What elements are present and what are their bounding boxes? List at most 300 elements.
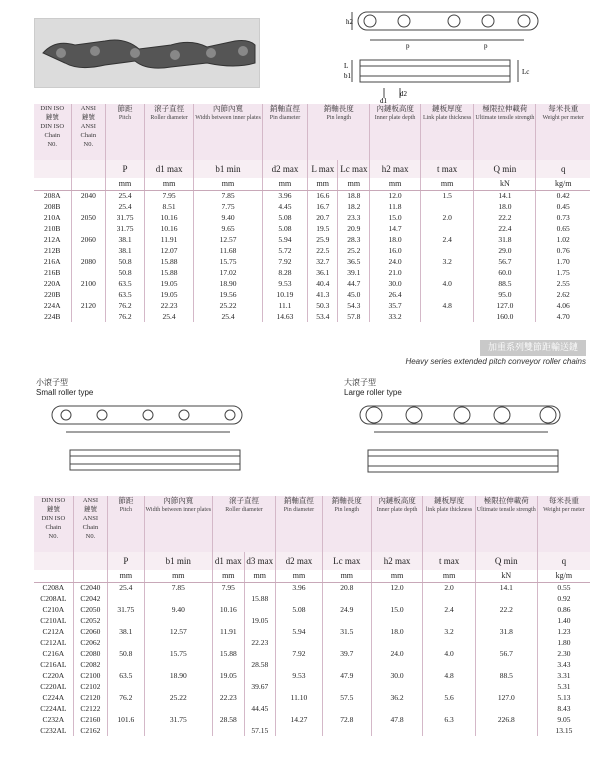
- value-cell: 7.95: [213, 582, 244, 593]
- value-cell: 19.5: [308, 223, 338, 234]
- value-cell: [244, 604, 275, 615]
- col-header: [262, 104, 307, 160]
- value-cell: 4.70: [536, 311, 590, 322]
- col-header-en: Pin diameter: [269, 115, 301, 121]
- col-header-cn: 銷軸長度: [323, 104, 354, 113]
- value-cell: [475, 725, 537, 736]
- table-row: [34, 659, 590, 670]
- value-cell: 3.31: [537, 670, 590, 681]
- symbol-cell: d1 max: [213, 552, 244, 570]
- value-cell: 15.75: [144, 648, 213, 659]
- value-cell: [108, 637, 144, 648]
- value-cell: 0.92: [537, 593, 590, 604]
- value-cell: 101.6: [108, 714, 144, 725]
- col-header-en: Pitch: [118, 115, 132, 121]
- col-header-en: Roller diameter: [150, 115, 188, 121]
- unit-cell: mm: [213, 570, 244, 582]
- value-cell: 12.07: [144, 245, 193, 256]
- value-cell: 16.0: [370, 245, 421, 256]
- value-cell: 18.2: [338, 201, 370, 212]
- table-row: [34, 267, 590, 278]
- chain-no-cell: 212A: [43, 235, 61, 244]
- value-cell: [244, 670, 275, 681]
- value-cell: 20.7: [308, 212, 338, 223]
- small-roller-diagram: [36, 398, 266, 490]
- value-cell: 11.68: [194, 245, 263, 256]
- value-cell: 15.0: [371, 604, 423, 615]
- table-row: [34, 725, 590, 736]
- value-cell: 12.57: [194, 234, 263, 245]
- value-cell: 18.0: [371, 626, 423, 637]
- unit-cell: mm: [370, 178, 421, 190]
- col-header-cn: 極限拉伸載荷: [483, 496, 529, 505]
- value-cell: 26.4: [370, 289, 421, 300]
- ansi-no-cell: [71, 201, 106, 212]
- value-cell: [275, 681, 322, 692]
- blank-cell: [34, 178, 71, 190]
- value-cell: 57.5: [322, 692, 371, 703]
- chain-no-cell: 210B: [44, 224, 61, 233]
- value-cell: [322, 703, 371, 714]
- value-cell: [244, 714, 275, 725]
- value-cell: [420, 245, 474, 256]
- value-cell: 56.7: [474, 256, 536, 267]
- table-row: [34, 190, 590, 201]
- blank-cell: [34, 160, 71, 178]
- table-row: [34, 256, 590, 267]
- value-cell: 19.05: [144, 289, 193, 300]
- ansi-header: ANSI 鏈號 ANSI Chain N0.: [71, 104, 106, 160]
- unit-cell: mm: [423, 570, 475, 582]
- symbol-cell: q: [537, 552, 590, 570]
- chain-no-cell: C212A: [42, 627, 65, 636]
- symbol-cell: t max: [420, 160, 474, 178]
- value-cell: [108, 659, 144, 670]
- chain-image: [35, 19, 259, 87]
- symbol-cell: Lc max: [322, 552, 371, 570]
- L-label: L: [344, 62, 349, 70]
- value-cell: 60.0: [474, 267, 536, 278]
- value-cell: 0.86: [537, 604, 590, 615]
- col-header-en: Weight per meter: [542, 115, 584, 121]
- value-cell: 2.4: [423, 604, 475, 615]
- col-header-cn: 鏈板厚度: [432, 104, 463, 113]
- value-cell: [213, 593, 244, 604]
- value-cell: [420, 311, 474, 322]
- col-header-cn: 內節內寬: [213, 104, 244, 113]
- value-cell: 5.08: [275, 604, 322, 615]
- small-type-en: Small roller type: [36, 388, 94, 397]
- value-cell: 9.05: [537, 714, 590, 725]
- chain-top-diagram: [344, 4, 574, 104]
- value-cell: 36.1: [308, 267, 338, 278]
- value-cell: 2.0: [423, 582, 475, 593]
- value-cell: 18.8: [338, 190, 370, 201]
- ansi-no-cell: C2102: [73, 681, 108, 692]
- value-cell: 12.0: [370, 190, 421, 201]
- chain-no-cell: 216A: [43, 257, 61, 266]
- value-cell: 9.65: [194, 223, 263, 234]
- small-type-cn: 小滾子型: [36, 378, 68, 387]
- col-header-cn: 內鏈板高度: [378, 496, 416, 505]
- value-cell: [244, 692, 275, 703]
- col-header-cn: 銷軸長度: [331, 496, 362, 505]
- p-label-1: p: [406, 42, 410, 50]
- unit-cell: kg/m: [536, 178, 590, 190]
- value-cell: [108, 703, 144, 714]
- table-row: [34, 245, 590, 256]
- value-cell: [275, 659, 322, 670]
- blank-cell: [73, 552, 108, 570]
- symbol-cell: d3 max: [244, 552, 275, 570]
- value-cell: 17.02: [194, 267, 263, 278]
- unit-cell: mm: [108, 570, 144, 582]
- value-cell: [322, 725, 371, 736]
- col-header: [423, 496, 475, 552]
- value-cell: 50.8: [106, 267, 145, 278]
- value-cell: 15.0: [370, 212, 421, 223]
- value-cell: [322, 593, 371, 604]
- value-cell: [108, 681, 144, 692]
- value-cell: 3.2: [420, 256, 474, 267]
- symbol-cell: d2 max: [275, 552, 322, 570]
- value-cell: 24.0: [371, 648, 423, 659]
- large-type-cn: 大滾子型: [344, 378, 376, 387]
- spec-table-heavy: [34, 496, 590, 736]
- value-cell: 50.3: [308, 300, 338, 311]
- chain-photo: [34, 18, 260, 88]
- value-cell: 0.73: [536, 212, 590, 223]
- ansi-no-cell: 2040: [71, 190, 106, 201]
- col-header: [474, 104, 536, 160]
- ansi-no-cell: C2042: [73, 593, 108, 604]
- ansi-no-cell: C2162: [73, 725, 108, 736]
- chain-no-cell: 224A: [43, 301, 61, 310]
- value-cell: [420, 289, 474, 300]
- ansi-no-cell: [71, 267, 106, 278]
- unit-cell: mm: [308, 178, 338, 190]
- value-cell: 4.0: [423, 648, 475, 659]
- col-header-cn: 銷軸直徑: [269, 104, 300, 113]
- col-header-cn: 每米長重: [548, 496, 579, 505]
- value-cell: 76.2: [106, 311, 145, 322]
- value-cell: 12.57: [144, 626, 213, 637]
- ansi-no-cell: [71, 311, 106, 322]
- value-cell: 20.9: [338, 223, 370, 234]
- value-cell: [475, 681, 537, 692]
- value-cell: 19.05: [144, 278, 193, 289]
- value-cell: 5.31: [537, 681, 590, 692]
- value-cell: 1.40: [537, 615, 590, 626]
- col-header-en: Width between inner plates: [145, 507, 212, 513]
- unit-cell: mm: [371, 570, 423, 582]
- value-cell: [244, 648, 275, 659]
- col-header-en: Link plate thickness: [422, 115, 472, 121]
- value-cell: 23.3: [338, 212, 370, 223]
- Lc-label: Lc: [522, 68, 530, 76]
- col-header-cn: 鏈板厚度: [434, 496, 465, 505]
- value-cell: 11.10: [275, 692, 322, 703]
- value-cell: 7.85: [144, 582, 213, 593]
- value-cell: 28.3: [338, 234, 370, 245]
- value-cell: 0.76: [536, 245, 590, 256]
- value-cell: 50.8: [106, 256, 145, 267]
- col-header-cn: 銷軸直徑: [283, 496, 314, 505]
- col-header: [308, 104, 370, 160]
- chain-no-cell: C224AL: [40, 704, 67, 713]
- blank-cell: [71, 160, 106, 178]
- value-cell: 127.0: [475, 692, 537, 703]
- value-cell: [423, 637, 475, 648]
- value-cell: 25.4: [108, 582, 144, 593]
- col-header-en: Inner plate depth: [376, 507, 418, 513]
- value-cell: 2.0: [420, 212, 474, 223]
- table-row: [34, 201, 590, 212]
- col-header: [420, 104, 474, 160]
- value-cell: [144, 681, 213, 692]
- col-header: [144, 496, 213, 552]
- unit-cell: mm: [244, 570, 275, 582]
- unit-cell: kN: [475, 570, 537, 582]
- value-cell: 25.2: [338, 245, 370, 256]
- col-header: [371, 496, 423, 552]
- ansi-no-cell: [71, 245, 106, 256]
- value-cell: 88.5: [474, 278, 536, 289]
- table-row: [34, 670, 590, 681]
- value-cell: 36.2: [371, 692, 423, 703]
- value-cell: 10.16: [144, 223, 193, 234]
- value-cell: 4.06: [536, 300, 590, 311]
- symbol-cell: d2 max: [262, 160, 307, 178]
- value-cell: 22.5: [308, 245, 338, 256]
- value-cell: 3.43: [537, 659, 590, 670]
- symbol-cell: q: [536, 160, 590, 178]
- value-cell: 4.8: [420, 300, 474, 311]
- value-cell: [108, 593, 144, 604]
- value-cell: 7.92: [262, 256, 307, 267]
- table-row: [34, 593, 590, 604]
- value-cell: 22.23: [213, 692, 244, 703]
- value-cell: [423, 681, 475, 692]
- value-cell: 40.4: [308, 278, 338, 289]
- value-cell: 14.1: [474, 190, 536, 201]
- value-cell: 44.45: [244, 703, 275, 714]
- col-header-cn: 內節內寬: [163, 496, 194, 505]
- value-cell: [371, 593, 423, 604]
- value-cell: 0.65: [536, 223, 590, 234]
- value-cell: [213, 681, 244, 692]
- value-cell: 76.2: [108, 692, 144, 703]
- symbol-cell: b1 min: [194, 160, 263, 178]
- unit-cell: mm: [106, 178, 145, 190]
- unit-cell: mm: [144, 570, 213, 582]
- ansi-no-cell: C2120: [73, 692, 108, 703]
- value-cell: 7.75: [194, 201, 263, 212]
- value-cell: [371, 659, 423, 670]
- symbols-row: [34, 552, 590, 570]
- value-cell: 25.4: [144, 311, 193, 322]
- value-cell: 2.62: [536, 289, 590, 300]
- value-cell: 160.0: [474, 311, 536, 322]
- col-header-cn: 節距: [118, 496, 134, 505]
- value-cell: 3.96: [262, 190, 307, 201]
- symbol-cell: Q min: [474, 160, 536, 178]
- value-cell: 29.0: [474, 245, 536, 256]
- table-row: [34, 703, 590, 714]
- unit-cell: mm: [338, 178, 370, 190]
- value-cell: [322, 659, 371, 670]
- table-row: [34, 604, 590, 615]
- table-row: [34, 626, 590, 637]
- value-cell: [423, 725, 475, 736]
- col-header: [144, 104, 193, 160]
- value-cell: [244, 582, 275, 593]
- col-header: [322, 496, 371, 552]
- col-header: [370, 104, 421, 160]
- value-cell: 19.56: [194, 289, 263, 300]
- table-row: [34, 311, 590, 322]
- value-cell: [371, 615, 423, 626]
- value-cell: 28.58: [213, 714, 244, 725]
- col-header-en: Pitch: [119, 507, 133, 513]
- value-cell: 10.19: [262, 289, 307, 300]
- ansi-no-cell: C2160: [73, 714, 108, 725]
- value-cell: 11.91: [144, 234, 193, 245]
- value-cell: [108, 725, 144, 736]
- value-cell: 28.58: [244, 659, 275, 670]
- table-row: [34, 278, 590, 289]
- din-iso-header: DIN ISO 鏈號 DIN ISO Chain N0.: [34, 104, 71, 160]
- header-row: [34, 496, 590, 552]
- value-cell: 3.96: [275, 582, 322, 593]
- ansi-no-cell: C2122: [73, 703, 108, 714]
- value-cell: 18.0: [370, 234, 421, 245]
- value-cell: 7.95: [144, 190, 193, 201]
- value-cell: [423, 659, 475, 670]
- value-cell: [423, 593, 475, 604]
- value-cell: 33.2: [370, 311, 421, 322]
- header-row: [34, 104, 590, 160]
- value-cell: 5.08: [262, 223, 307, 234]
- value-cell: 25.9: [308, 234, 338, 245]
- value-cell: 15.75: [194, 256, 263, 267]
- value-cell: 0.42: [536, 190, 590, 201]
- value-cell: 24.0: [370, 256, 421, 267]
- value-cell: 39.7: [322, 648, 371, 659]
- value-cell: [371, 703, 423, 714]
- section-title-cn: 加重系列雙節距輸送鏈: [480, 340, 586, 356]
- value-cell: 19.05: [244, 615, 275, 626]
- value-cell: 16.6: [308, 190, 338, 201]
- value-cell: 5.13: [537, 692, 590, 703]
- ansi-header: ANSI 鏈號 ANSI Chain N0.: [73, 496, 108, 552]
- value-cell: [213, 615, 244, 626]
- unit-cell: mm: [262, 178, 307, 190]
- col-header-cn: 內鏈板高度: [376, 104, 414, 113]
- value-cell: 22.2: [475, 604, 537, 615]
- value-cell: 14.27: [275, 714, 322, 725]
- col-header-en: link plate thickness: [425, 507, 473, 513]
- value-cell: 6.3: [423, 714, 475, 725]
- value-cell: 1.80: [537, 637, 590, 648]
- value-cell: 31.75: [108, 604, 144, 615]
- symbols-row: [34, 160, 590, 178]
- value-cell: 47.8: [371, 714, 423, 725]
- value-cell: 2.55: [536, 278, 590, 289]
- value-cell: 8.51: [144, 201, 193, 212]
- value-cell: [144, 725, 213, 736]
- chain-no-cell: 208B: [44, 202, 61, 211]
- value-cell: 16.7: [308, 201, 338, 212]
- value-cell: [275, 593, 322, 604]
- value-cell: 12.0: [371, 582, 423, 593]
- value-cell: 63.5: [106, 278, 145, 289]
- unit-cell: kg/m: [537, 570, 590, 582]
- value-cell: 56.7: [475, 648, 537, 659]
- value-cell: 57.8: [338, 311, 370, 322]
- unit-cell: kN: [474, 178, 536, 190]
- value-cell: 10.16: [144, 212, 193, 223]
- table-row: [34, 692, 590, 703]
- value-cell: 11.1: [262, 300, 307, 311]
- blank-cell: [34, 570, 73, 582]
- symbol-cell: b1 min: [144, 552, 213, 570]
- value-cell: 30.0: [371, 670, 423, 681]
- value-cell: [213, 725, 244, 736]
- ansi-no-cell: C2082: [73, 659, 108, 670]
- col-header: [213, 496, 276, 552]
- value-cell: 25.22: [194, 300, 263, 311]
- value-cell: 15.88: [144, 256, 193, 267]
- value-cell: 8.28: [262, 267, 307, 278]
- value-cell: [423, 703, 475, 714]
- col-header-en: Roller diameter: [225, 507, 263, 513]
- ansi-no-cell: 2100: [71, 278, 106, 289]
- value-cell: 4.45: [262, 201, 307, 212]
- value-cell: [275, 637, 322, 648]
- value-cell: 45.0: [338, 289, 370, 300]
- value-cell: [420, 201, 474, 212]
- ansi-no-cell: 2080: [71, 256, 106, 267]
- value-cell: [275, 615, 322, 626]
- chain-no-cell: C216AL: [40, 660, 67, 669]
- value-cell: [371, 637, 423, 648]
- col-header-en: Width between inner plates: [195, 115, 261, 121]
- value-cell: 4.8: [423, 670, 475, 681]
- col-header-cn: 節距: [117, 104, 133, 113]
- value-cell: [275, 725, 322, 736]
- chain-no-cell: C220AL: [40, 682, 67, 691]
- value-cell: 24.9: [322, 604, 371, 615]
- value-cell: 11.91: [213, 626, 244, 637]
- value-cell: 72.8: [322, 714, 371, 725]
- value-cell: 9.53: [262, 278, 307, 289]
- value-cell: 50.8: [108, 648, 144, 659]
- value-cell: 11.8: [370, 201, 421, 212]
- value-cell: [371, 725, 423, 736]
- value-cell: [475, 615, 537, 626]
- ansi-no-cell: C2062: [73, 637, 108, 648]
- value-cell: 2.4: [420, 234, 474, 245]
- col-header-cn: 每米長重: [548, 104, 579, 113]
- table-row: [34, 234, 590, 245]
- chain-no-cell: C232AL: [40, 726, 67, 735]
- col-header-en: Pin length: [334, 507, 360, 513]
- value-cell: 9.40: [144, 604, 213, 615]
- ansi-no-cell: 2120: [71, 300, 106, 311]
- value-cell: 53.4: [308, 311, 338, 322]
- value-cell: 9.53: [275, 670, 322, 681]
